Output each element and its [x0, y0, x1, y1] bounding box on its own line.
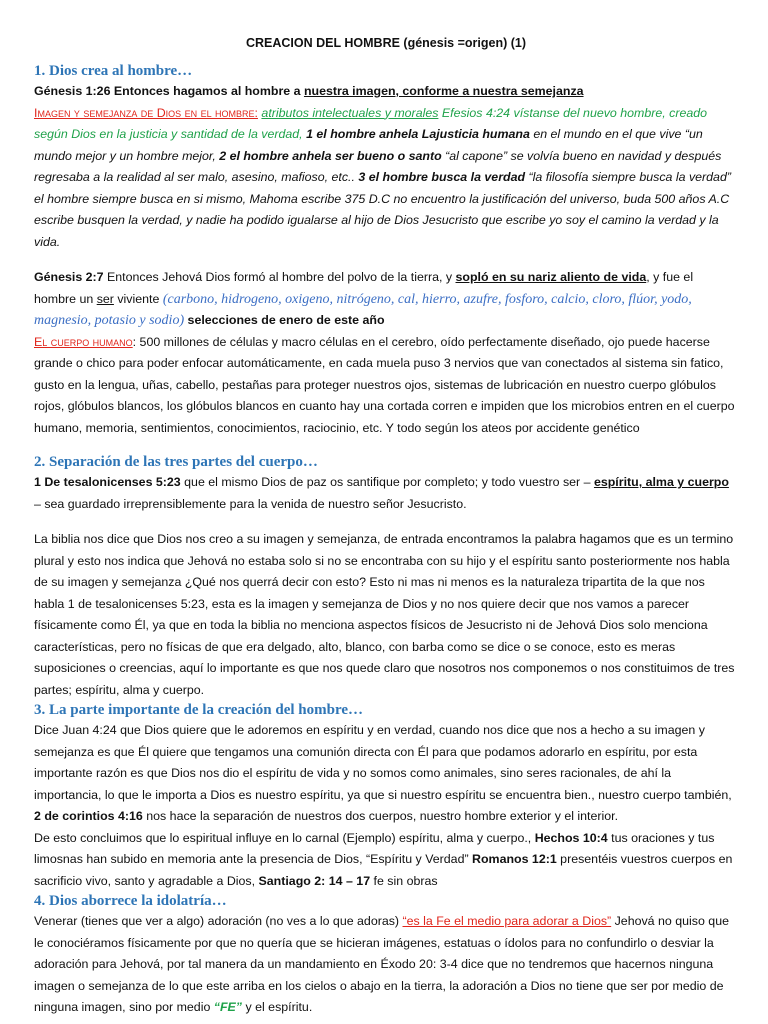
- section-3-paragraph: Dice Juan 4:24 que Dios quiere que le adoremos en espíritu y en verdad, cuando nos dice que nos a hecho a su imagen y semejanza es que Él quiere que tengamos una comunión directa con Él para que podamos adorarlo en espíritu, por esta importante razón es que Dios nos dio el espíritu de vida y no somos como animales, sino seres racionales, de ahí la importancia, lo que le importa a Dios es nuestro espíritu, ya que si nuestro espíritu se encuentra bien., nuestro cuerpo también, 2 de corintios 4:16 nos hace la separación de nuestros dos cuerpos, nuestro hombre exterior y el interior. De esto concluimos que lo espiritual influye en lo carnal (Ejemplo) espíritu, alma y cuerpo., Hechos 10:4 tus oraciones y tus limosnas han subido en memoria ante la presencia de Dios, “Espíritu y Verdad” Romanos 12:1 presentéis vuestros cuerpos en sacrificio vivo, santo y agradable a Dios, Santiago 2: 14 – 17 fe sin obras: [34, 723, 733, 888]
- imagen-label: Imagen y semejanza de Dios en el hombre:: [34, 105, 258, 120]
- cuerpo-label: El cuerpo humano: [34, 334, 133, 349]
- document-title: CREACION DEL HOMBRE (génesis =origen) (1): [245, 36, 526, 50]
- fe-medio-quote: “es la Fe el medio para adorar a Dios”: [402, 914, 612, 928]
- section-4-heading: 4. Dios aborrece la idolatría…: [34, 893, 227, 909]
- section-2-paragraph: La biblia nos dice que Dios nos creo a su imagen y semejanza, de entrada encontramos la palabra hagamos que es un termino plural y esto nos indica que Jehová no estaba solo si no se encontraba con su hijo y el espíritu santo posteriormente nos habla de su imagen y semejanza ¿Qué nos querrá decir con esto? Esto ni mas ni menos es la naturaleza tripartita de la que nos habla 1 de tesalonicenses 5:23, esta es la imagen y semejanza de Dios y no nos quiere decir que nos vamos a parecer físicamente como Él, ya que en toda la biblia no menciona aspectos físicos de Jesucristo ni de Jehová Dios solo menciona características, pero no físicas de que era delgado, alto, blanco, con barba como se dice o se conoce, esto es meras suposiciones o creencias, aquí lo importante es que nos quede claro que nosotros nos componemos o nos constituimos de tres partes; espíritu, alma y cuerpo.: [34, 532, 735, 697]
- section-2-heading: 2. Separación de las tres partes del cuerpo…: [34, 454, 318, 470]
- genesis-1-26-line: Génesis 1:26 Entonces hagamos al hombre a nuestra imagen, conforme a nuestra semejanza: [34, 84, 584, 98]
- genesis-2-7-paragraph: Génesis 2:7 Entonces Jehová Dios formó al hombre del polvo de la tierra, y sopló en su nariz aliento de vida, y fue el hombre un ser viviente (carbono, hidrogeno, oxigeno, nitrógeno, cal, hierro, azufre, fosforo, calcio, cloro, flúor, yodo, magnesio, potasio y sodio) selecciones de enero de este año El cuerpo humano: 500 millones de células y macro células en el cerebro, oído perfectamente diseñado, ojo puede hacerse grande o chico para poder enfocar automáticamente, en cada muela puso 3 nervios que van conectados al sistema sin fatico, gusto en la lengua, uñas, cabello, pestañas para proteger nuestros ojos, sistemas de lubricación en nuestro cuerpo glóbulos rojos, glóbulos blancos, los glóbulos blancos en cuanto hay una cortada corren e impiden que los microbios entren en el cuerpo humano, memoria, sentimientos, conocimientos, raciocinio, etc. Y todo según los ateos por accidente genético: [34, 270, 735, 435]
- tesalonicenses-verse: 1 De tesalonicenses 5:23 que el mismo Dios de paz os santifique por completo; y todo vuestro ser – espíritu, alma y cuerpo – sea guardado irreprensiblemente para la venida de nuestro señor Jesucristo.: [34, 475, 729, 511]
- verse-ref: Génesis 1:26: [34, 84, 111, 98]
- elements-list: (carbono, hidrogeno, oxigeno, nitrógeno, cal, hierro, azufre, fosforo, calcio, cloro, flúor, yodo, magnesio, potasio y sodio): [34, 291, 692, 328]
- atributos-text: atributos intelectuales y morales: [261, 105, 439, 120]
- section-1-heading: 1. Dios crea al hombre…: [34, 63, 193, 79]
- section-1-body: Imagen y semejanza de Dios en el hombre: atributos intelectuales y morales Efesios 4:24 vístanse del nuevo hombre, creado según Dios en la justicia y santidad de la verdad, 1 el hombre anhela Lajusticia humana en el mundo en el que vive “un mundo mejor y un hombre mejor, 2 el hombre anhela ser bueno o santo “al capone” se volvía bueno en navidad y después regresaba a la realidad al ser malo, asesino, mafioso, etc.. 3 el hombre busca la verdad “la filosofía siempre busca la verdad” el hombre siempre busca en si mismo, Mahoma escribe 375 D.C no encuentro la justificación del universo, buda 500 años A.C escribe busquen la verdad, y nadie ha podido igualarse al hijo de Dios Jesucristo que escribe yo soy el camino la verdad y la vida.: [34, 105, 731, 249]
- fe-word: “FE”: [213, 1000, 243, 1014]
- efesios-text: Efesios 4:24 vístanse del nuevo hombre, creado según Dios en la justicia y santidad de la verdad,: [34, 105, 708, 141]
- section-4-paragraph: Venerar (tienes que ver a algo) adoración (no ves a lo que adoras) “es la Fe el medio para adorar a Dios” Jehová no quiso que le conociéramos físicamente por que no quería que se hicieran imágenes, estatuas o ídolos para no confundirlo o desviar la adoración para Jehová, por tal manera da un mandamiento en Éxodo 20: 3-4 dice que no tendremos que hacernos ninguna imagen o semejanza de lo que este arriba en los cielos o abajo en la tierra, la adoración a Dios no tiene que ser por medio de ninguna imagen, sino por medio “FE” y el espíritu.: [34, 914, 729, 1014]
- section-3-heading: 3. La parte importante de la creación del hombre…: [34, 702, 363, 718]
